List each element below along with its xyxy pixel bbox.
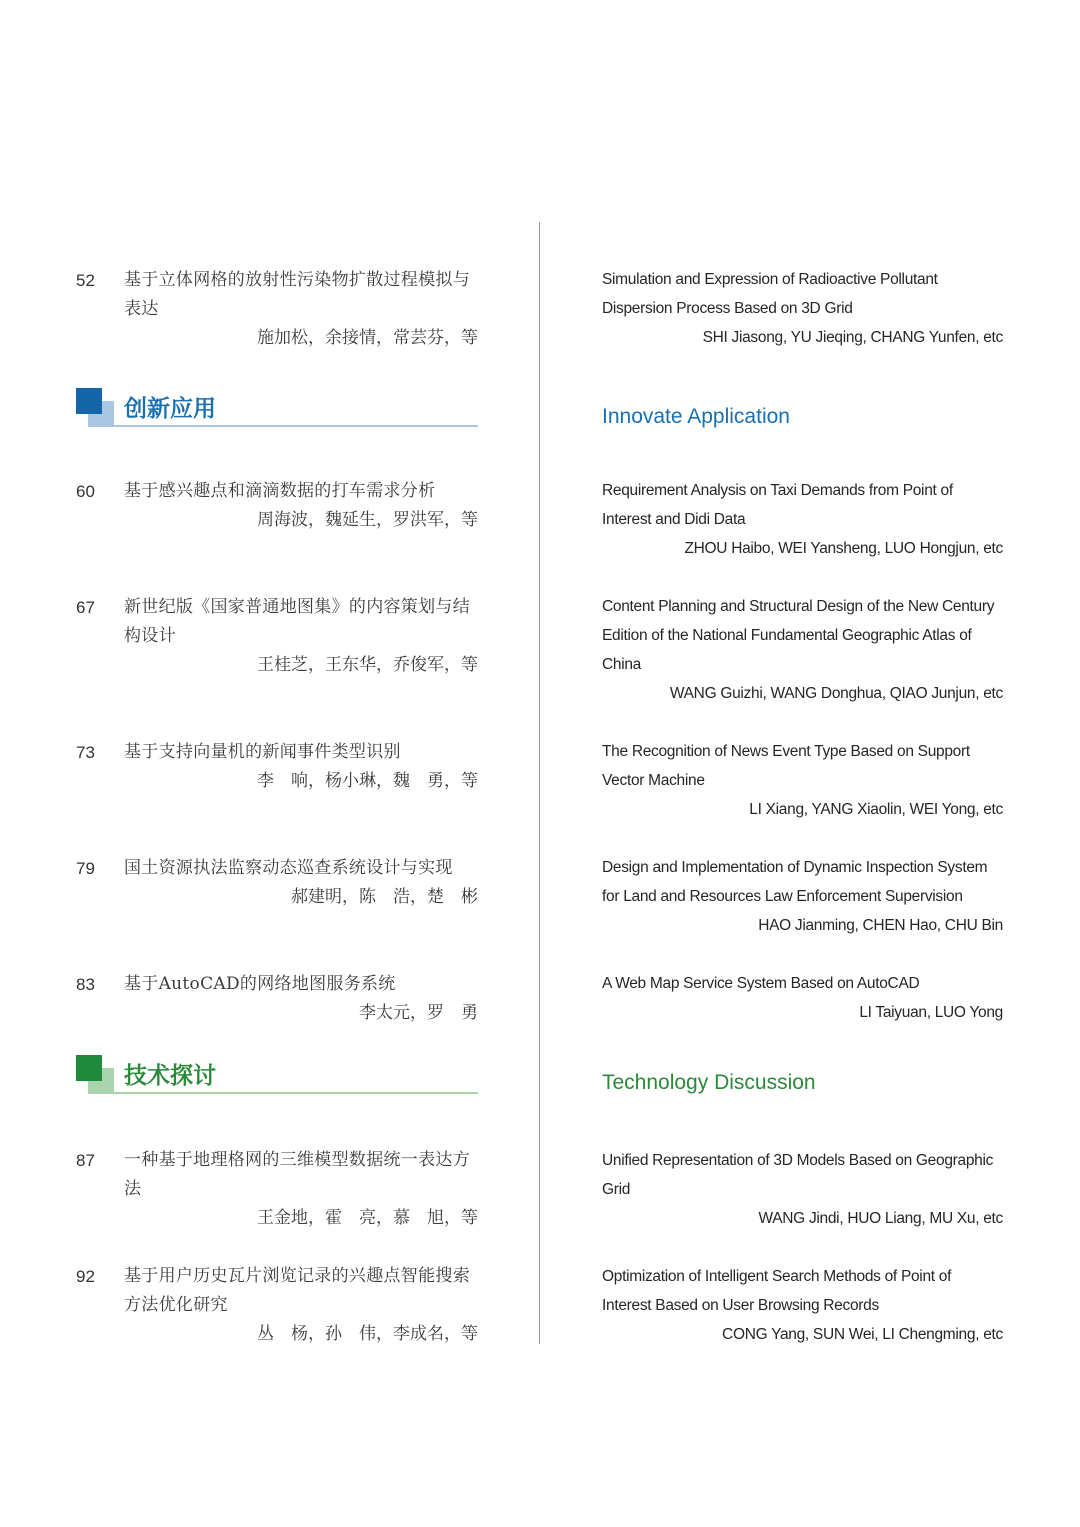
article-title-cn: 一种基于地理格网的三维模型数据统一表达方法 [124, 1150, 470, 1199]
article-title-cn: 国土资源执法监察动态巡查系统设计与实现 [124, 858, 453, 878]
page-number: 67 [76, 598, 95, 617]
article-title-en-line: Content Planning and Structural Design of the New Century [602, 598, 995, 615]
article-authors-cn: 王金地，霍 亮，慕 旭，等 [257, 1208, 478, 1228]
article-authors-en: HAO Jianming, CHEN Hao, CHU Bin [758, 917, 1003, 934]
article-title-en-line: Dispersion Process Based on 3D Grid [602, 300, 853, 317]
article-title-en-line: A Web Map Service System Based on AutoCAD [602, 975, 920, 992]
article-title-cn: 新世纪版《国家普通地图集》的内容策划与结构设计 [124, 597, 470, 646]
toc-entry-en[interactable] [602, 592, 1003, 708]
page-number: 83 [76, 975, 95, 994]
toc-entry-cn[interactable] [76, 1262, 478, 1349]
english-column [540, 0, 1080, 1527]
article-authors-cn: 李 响，杨小琳，魏 勇，等 [257, 771, 478, 791]
article-title-en-line: Interest and Didi Data [602, 511, 746, 528]
toc-entry-en[interactable] [602, 476, 1003, 563]
article-title-en-line: The Recognition of News Event Type Based on Support [602, 743, 970, 760]
article-title-en-line: Design and Implementation of Dynamic Inspection System [602, 859, 988, 876]
toc-entry-cn[interactable] [76, 266, 478, 353]
article-title-en-line: Unified Representation of 3D Models Based on Geographic [602, 1152, 994, 1169]
article-authors-cn: 王桂芝，王东华，乔俊军，等 [257, 655, 478, 675]
article-authors-cn: 丛 杨，孙 伟，李成名，等 [257, 1324, 478, 1344]
article-authors-cn: 李太元，罗 勇 [359, 1003, 478, 1023]
section-title-en: Technology Discussion [602, 1071, 816, 1094]
article-title-en-line: Grid [602, 1181, 631, 1198]
article-title-cn: 基于支持向量机的新闻事件类型识别 [124, 742, 401, 762]
toc-entry-cn[interactable] [76, 738, 478, 796]
article-title-cn: 基于用户历史瓦片浏览记录的兴趣点智能搜索方法优化研究 [124, 1266, 470, 1315]
article-title-cn: 基于立体网格的放射性污染物扩散过程模拟与表达 [124, 270, 470, 319]
article-authors-cn: 郝建明，陈 浩，楚 彬 [291, 887, 478, 907]
section-rule [114, 1092, 478, 1094]
section-title-cn: 创新应用 [124, 396, 216, 422]
article-authors-cn: 施加松，余接情，常芸芬，等 [257, 328, 478, 348]
article-authors-en: SHI Jiasong, YU Jieqing, CHANG Yunfen, etc [702, 329, 1003, 346]
toc-entry-en[interactable] [602, 1262, 1003, 1349]
toc-entry-cn[interactable] [76, 970, 478, 1028]
article-title-cn: 基于感兴趣点和滴滴数据的打车需求分析 [124, 481, 436, 501]
toc-entry-en[interactable] [602, 1146, 1003, 1233]
article-title-cn: 基于AutoCAD的网络地图服务系统 [124, 974, 396, 994]
article-authors-en: LI Taiyuan, LUO Yong [859, 1004, 1003, 1021]
section-marker-dark [76, 388, 102, 414]
toc-entry-cn[interactable] [76, 854, 478, 912]
toc-entry-en[interactable] [602, 969, 1003, 1027]
page-number: 73 [76, 743, 95, 762]
section-title-en: Innovate Application [602, 405, 790, 428]
article-authors-en: CONG Yang, SUN Wei, LI Chengming, etc [722, 1326, 1003, 1343]
article-title-en-line: Edition of the National Fundamental Geographic Atlas of [602, 627, 972, 644]
article-authors-en: WANG Guizhi, WANG Donghua, QIAO Junjun, etc [669, 685, 1003, 702]
page-number: 52 [76, 271, 95, 290]
page-number: 87 [76, 1151, 95, 1170]
page-number: 60 [76, 482, 95, 501]
toc-entry-en[interactable] [602, 265, 1003, 352]
section-header-technology [76, 1055, 478, 1099]
section-header-innovate [76, 388, 478, 432]
article-title-en-line: China [602, 656, 641, 673]
section-rule [114, 425, 478, 427]
article-title-en-line: Optimization of Intelligent Search Methods of Point of [602, 1268, 952, 1285]
page-number: 92 [76, 1267, 95, 1286]
article-authors-en: LI Xiang, YANG Xiaolin, WEI Yong, etc [749, 801, 1003, 818]
article-title-en-line: Interest Based on User Browsing Records [602, 1297, 879, 1314]
toc-entry-cn[interactable] [76, 1146, 478, 1233]
article-title-en-line: Simulation and Expression of Radioactive Pollutant [602, 271, 938, 288]
page-number: 79 [76, 859, 95, 878]
article-authors-en: ZHOU Haibo, WEI Yansheng, LUO Hongjun, etc [684, 540, 1003, 557]
article-title-en-line: for Land and Resources Law Enforcement Supervision [602, 888, 963, 905]
section-title-cn: 技术探讨 [124, 1063, 216, 1089]
article-title-en-line: Requirement Analysis on Taxi Demands from Point of [602, 482, 953, 499]
toc-entry-en[interactable] [602, 737, 1003, 824]
article-authors-en: WANG Jindi, HUO Liang, MU Xu, etc [758, 1210, 1003, 1227]
article-authors-cn: 周海波，魏延生，罗洪军，等 [257, 510, 478, 530]
toc-entry-en[interactable] [602, 853, 1003, 940]
toc-entry-cn[interactable] [76, 477, 478, 535]
article-title-en-line: Vector Machine [602, 772, 705, 789]
toc-entry-cn[interactable] [76, 593, 478, 680]
section-marker-dark [76, 1055, 102, 1081]
